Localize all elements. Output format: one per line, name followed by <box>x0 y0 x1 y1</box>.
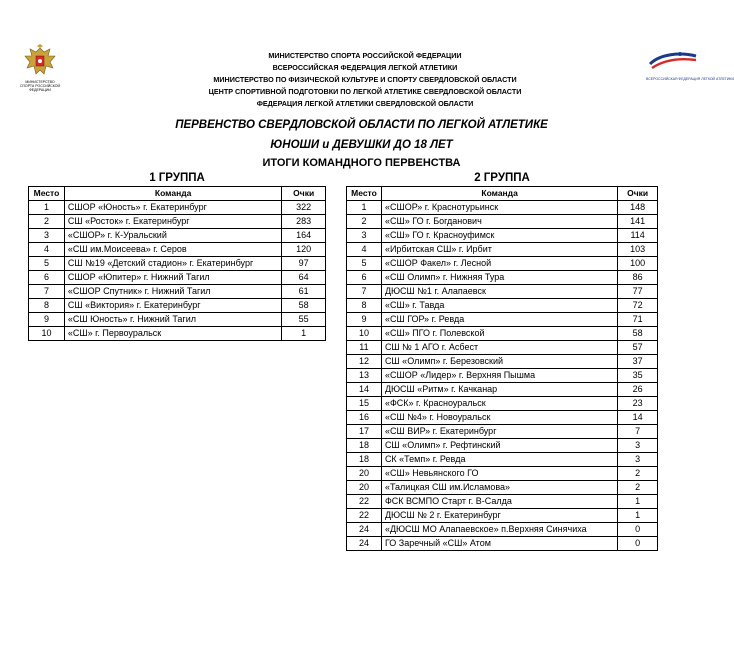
cell-place: 24 <box>347 537 382 551</box>
table-row <box>347 215 658 229</box>
table-row <box>347 481 658 495</box>
cell-team: «ДЮСШ МО Алапаевское» п.Верхняя Синячиха <box>381 523 617 537</box>
cell-team: ФСК ВСМПО Старт г. В-Салда <box>381 495 617 509</box>
cell-team: СШ № 1 АГО г. Асбест <box>381 341 617 355</box>
cell-points: 148 <box>618 201 658 215</box>
cell-place: 10 <box>347 327 382 341</box>
cell-team: «СШ им.Моисеева» г. Серов <box>64 243 281 257</box>
table-row <box>347 453 658 467</box>
org-line: МИНИСТЕРСТВО ПО ФИЗИЧЕСКОЙ КУЛЬТУРЕ И СПОРТУ СВЕРДЛОВСКОЙ ОБЛАСТИ <box>213 75 517 84</box>
cell-team: СШОР «Юпитер» г. Нижний Тагил <box>64 271 281 285</box>
cell-place: 8 <box>347 299 382 313</box>
cell-points: 64 <box>282 271 326 285</box>
table-row <box>347 397 658 411</box>
column-header-points: Очки <box>282 187 326 201</box>
table-row <box>347 355 658 369</box>
org-line: ВСЕРОССИЙСКАЯ ФЕДЕРАЦИЯ ЛЕГКОЙ АТЛЕТИКИ <box>272 63 458 72</box>
cell-points: 7 <box>618 425 658 439</box>
group1-table <box>28 186 326 341</box>
cell-points: 0 <box>618 523 658 537</box>
cell-points: 71 <box>618 313 658 327</box>
table-row <box>29 243 326 257</box>
cell-place: 2 <box>347 215 382 229</box>
cell-place: 15 <box>347 397 382 411</box>
table-row <box>347 341 658 355</box>
cell-team: «СШ» Невьянского ГО <box>381 467 617 481</box>
table-header-row <box>29 187 326 201</box>
cell-place: 24 <box>347 523 382 537</box>
table-row <box>347 411 658 425</box>
cell-points: 0 <box>618 537 658 551</box>
cell-place: 14 <box>347 383 382 397</box>
athletics-federation-caption: ВСЕРОССИЙСКАЯ ФЕДЕРАЦИЯ ЛЕГКОЙ АТЛЕТИКИ <box>646 77 734 81</box>
cell-team: «СШОР «Лидер» г. Верхняя Пышма <box>381 369 617 383</box>
cell-points: 322 <box>282 201 326 215</box>
cell-points: 141 <box>618 215 658 229</box>
table-row <box>347 467 658 481</box>
cell-team: «СШ ВИР» г. Екатеринбург <box>381 425 617 439</box>
athletics-federation-logo-icon <box>646 50 700 72</box>
cell-place: 22 <box>347 509 382 523</box>
cell-place: 7 <box>29 285 65 299</box>
cell-place: 6 <box>347 271 382 285</box>
table-row <box>29 201 326 215</box>
group2-table <box>346 186 658 551</box>
cell-team: ДЮСШ «Ритм» г. Качканар <box>381 383 617 397</box>
cell-points: 55 <box>282 313 326 327</box>
cell-team: «СШ №4» г. Новоуральск <box>381 411 617 425</box>
cell-team: «СШ» г. Тавда <box>381 299 617 313</box>
cell-place: 9 <box>29 313 65 327</box>
cell-points: 120 <box>282 243 326 257</box>
cell-team: «СШ» ГО г. Красноуфимск <box>381 229 617 243</box>
table-row <box>29 327 326 341</box>
column-header-place: Место <box>347 187 382 201</box>
cell-points: 3 <box>618 439 658 453</box>
table-row <box>347 327 658 341</box>
cell-place: 3 <box>347 229 382 243</box>
cell-place: 4 <box>347 243 382 257</box>
athletics-federation-logo <box>646 50 734 90</box>
cell-place: 17 <box>347 425 382 439</box>
table-row <box>29 257 326 271</box>
cell-team: «СШ» ПГО г. Полевской <box>381 327 617 341</box>
cell-points: 1 <box>618 509 658 523</box>
cell-points: 97 <box>282 257 326 271</box>
cell-points: 1 <box>618 495 658 509</box>
cell-place: 20 <box>347 481 382 495</box>
cell-place: 13 <box>347 369 382 383</box>
cell-team: ГО Заречный «СШ» Атом <box>381 537 617 551</box>
cell-place: 1 <box>29 201 65 215</box>
cell-points: 58 <box>618 327 658 341</box>
cell-team: СШ «Олимп» г. Рефтинский <box>381 439 617 453</box>
cell-team: СК «Темп» г. Ревда <box>381 453 617 467</box>
cell-team: «Талицкая СШ им.Исламова» <box>381 481 617 495</box>
ministry-logo-caption: МИНИСТЕРСТВО СПОРТА РОССИЙСКОЙ ФЕДЕРАЦИИ <box>19 80 61 92</box>
cell-place: 7 <box>347 285 382 299</box>
org-line: ФЕДЕРАЦИЯ ЛЕГКОЙ АТЛЕТИКИ СВЕРДЛОВСКОЙ ОБЛАСТИ <box>256 99 474 108</box>
cell-team: «СШ Олимп» г. Нижняя Тура <box>381 271 617 285</box>
cell-team: «СШОР» г. К-Уральский <box>64 229 281 243</box>
cell-points: 86 <box>618 271 658 285</box>
cell-place: 10 <box>29 327 65 341</box>
cell-team: «Ирбитская СШ» г. Ирбит <box>381 243 617 257</box>
column-header-points: Очки <box>618 187 658 201</box>
table-row <box>347 257 658 271</box>
cell-points: 283 <box>282 215 326 229</box>
table-row <box>347 425 658 439</box>
table-row <box>29 271 326 285</box>
results-title: ИТОГИ КОМАНДНОГО ПЕРВЕНСТВА <box>262 157 461 169</box>
cell-points: 1 <box>282 327 326 341</box>
cell-points: 57 <box>618 341 658 355</box>
table-row <box>347 229 658 243</box>
cell-team: СШ «Виктория» г. Екатеринбург <box>64 299 281 313</box>
cell-team: СШ №19 «Детский стадион» г. Екатеринбург <box>64 257 281 271</box>
column-header-team: Команда <box>381 187 617 201</box>
cell-points: 14 <box>618 411 658 425</box>
cell-team: СШ «Олимп» г. Березовский <box>381 355 617 369</box>
table-row <box>347 537 658 551</box>
cell-place: 18 <box>347 453 382 467</box>
org-line: ЦЕНТР СПОРТИВНОЙ ПОДГОТОВКИ ПО ЛЕГКОЙ АТЛЕТИКЕ СВЕРДЛОВСКОЙ ОБЛАСТИ <box>208 87 522 96</box>
cell-points: 2 <box>618 467 658 481</box>
group2-title: 2 ГРУППА <box>474 172 530 184</box>
table-row <box>347 369 658 383</box>
table-row <box>347 285 658 299</box>
cell-points: 164 <box>282 229 326 243</box>
cell-place: 11 <box>347 341 382 355</box>
cell-place: 22 <box>347 495 382 509</box>
table-row <box>29 299 326 313</box>
table-row <box>29 229 326 243</box>
cell-place: 16 <box>347 411 382 425</box>
column-header-place: Место <box>29 187 65 201</box>
cell-points: 2 <box>618 481 658 495</box>
group1-title: 1 ГРУППА <box>149 172 205 184</box>
ministry-logo <box>20 44 60 92</box>
cell-team: «СШ» г. Первоуральск <box>64 327 281 341</box>
cell-points: 58 <box>282 299 326 313</box>
cell-team: ДЮСШ №1 г. Алапаевск <box>381 285 617 299</box>
cell-points: 35 <box>618 369 658 383</box>
cell-place: 12 <box>347 355 382 369</box>
cell-points: 114 <box>618 229 658 243</box>
cell-points: 3 <box>618 453 658 467</box>
table-row <box>347 271 658 285</box>
cell-team: СШ «Росток» г. Екатеринбург <box>64 215 281 229</box>
cell-place: 3 <box>29 229 65 243</box>
cell-team: «ФСК» г. Красноуральск <box>381 397 617 411</box>
cell-points: 100 <box>618 257 658 271</box>
table-row <box>347 439 658 453</box>
cell-team: ДЮСШ № 2 г. Екатеринбург <box>381 509 617 523</box>
document-title: ПЕРВЕНСТВО СВЕРДЛОВСКОЙ ОБЛАСТИ ПО ЛЕГКОЙ АТЛЕТИКЕ <box>175 119 548 131</box>
table-header-row <box>347 187 658 201</box>
document-subtitle: ЮНОШИ и ДЕВУШКИ ДО 18 ЛЕТ <box>270 139 453 151</box>
cell-place: 18 <box>347 439 382 453</box>
table-row <box>347 495 658 509</box>
table-row <box>347 523 658 537</box>
cell-points: 37 <box>618 355 658 369</box>
cell-points: 61 <box>282 285 326 299</box>
cell-points: 77 <box>618 285 658 299</box>
eagle-emblem-icon <box>20 44 60 80</box>
column-header-team: Команда <box>64 187 281 201</box>
table-row <box>347 313 658 327</box>
cell-team: «СШ Юность» г. Нижний Тагил <box>64 313 281 327</box>
cell-team: «СШ ГОР» г. Ревда <box>381 313 617 327</box>
cell-place: 5 <box>347 257 382 271</box>
cell-place: 2 <box>29 215 65 229</box>
cell-points: 23 <box>618 397 658 411</box>
cell-place: 9 <box>347 313 382 327</box>
cell-team: «СШОР Факел» г. Лесной <box>381 257 617 271</box>
organizations-header <box>130 50 600 110</box>
org-line: МИНИСТЕРСТВО СПОРТА РОССИЙСКОЙ ФЕДЕРАЦИИ <box>268 51 462 60</box>
table-row <box>29 313 326 327</box>
table-row <box>347 243 658 257</box>
table-row <box>347 509 658 523</box>
cell-team: «СШОР Спутник» г. Нижний Тагил <box>64 285 281 299</box>
cell-points: 72 <box>618 299 658 313</box>
cell-team: «СШОР» г. Краснотурьинск <box>381 201 617 215</box>
cell-team: СШОР «Юность» г. Екатеринбург <box>64 201 281 215</box>
cell-team: «СШ» ГО г. Богданович <box>381 215 617 229</box>
table-row <box>29 285 326 299</box>
table-row <box>347 383 658 397</box>
cell-place: 20 <box>347 467 382 481</box>
cell-points: 26 <box>618 383 658 397</box>
cell-place: 5 <box>29 257 65 271</box>
cell-place: 4 <box>29 243 65 257</box>
table-row <box>29 215 326 229</box>
cell-points: 103 <box>618 243 658 257</box>
table-row <box>347 299 658 313</box>
cell-place: 6 <box>29 271 65 285</box>
table-row <box>347 201 658 215</box>
cell-place: 1 <box>347 201 382 215</box>
cell-place: 8 <box>29 299 65 313</box>
